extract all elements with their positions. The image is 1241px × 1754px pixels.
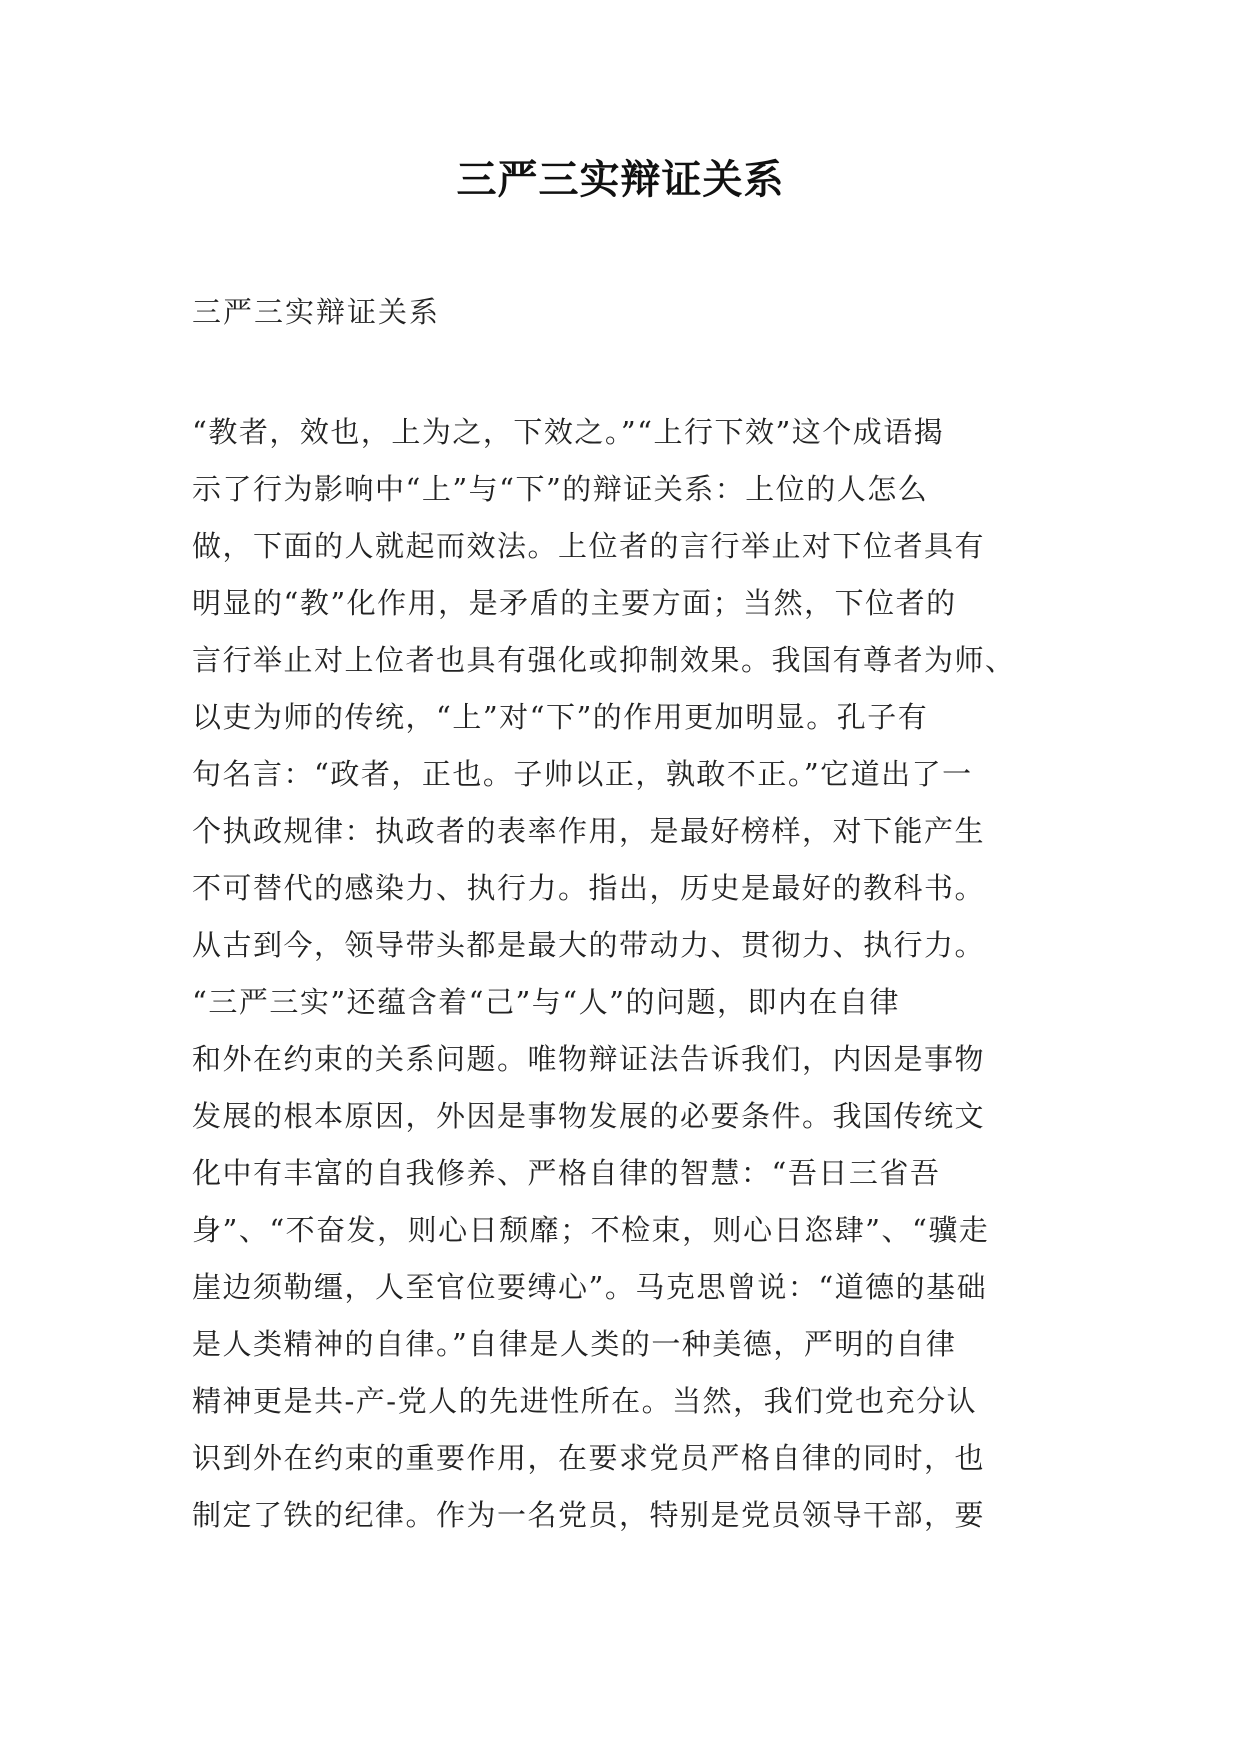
text-line: 制定了铁的纪律。作为一名党员，特别是党员领导干部，要 bbox=[192, 1498, 986, 1532]
text-line: 明显的“教”化作用，是矛盾的主要方面；当然，下位者的 bbox=[192, 586, 957, 620]
text-line: 识到外在约束的重要作用，在要求党员严格自律的同时，也 bbox=[192, 1441, 986, 1475]
body-paragraph bbox=[192, 404, 1052, 1544]
text-line: 精神更是共-产-党人的先进性所在。当然，我们党也充分认 bbox=[192, 1384, 978, 1418]
text-line: 和外在约束的关系问题。唯物辩证法告诉我们，内因是事物 bbox=[192, 1042, 986, 1076]
text-line: 不可替代的感染力、执行力。指出，历史是最好的教科书。 bbox=[192, 871, 986, 905]
text-line: 做，下面的人就起而效法。上位者的言行举止对下位者具有 bbox=[192, 529, 986, 563]
text-line: 崖边须勒缰，人至官位要缚心”。马克思曾说：“道德的基础 bbox=[192, 1270, 988, 1304]
text-line: 是人类精神的自律。”自律是人类的一种美德，严明的自律 bbox=[192, 1327, 957, 1361]
text-line: 言行举止对上位者也具有强化或抑制效果。我国有尊者为师、 bbox=[192, 643, 1016, 677]
text-line: 发展的根本原因，外因是事物发展的必要条件。我国传统文 bbox=[192, 1099, 986, 1133]
text-line: 从古到今，领导带头都是最大的带动力、贯彻力、执行力。 bbox=[192, 928, 986, 962]
text-line: 化中有丰富的自我修养、严格自律的智慧：“吾日三省吾 bbox=[192, 1156, 941, 1190]
text-line: 身”、“不奋发，则心日颓靡；不检束，则心日恣肆”、“骥走 bbox=[192, 1213, 990, 1247]
document-title: 三严三实辩证关系 bbox=[456, 156, 785, 203]
text-line: 以吏为师的传统，“上”对“下”的作用更加明显。孔子有 bbox=[192, 700, 929, 734]
text-line: 个执政规律：执政者的表率作用，是最好榜样，对下能产生 bbox=[192, 814, 986, 848]
document-subheading: 三严三实辩证关系 bbox=[192, 295, 441, 329]
text-line: “教者，效也，上为之，下效之。”“上行下效”这个成语揭 bbox=[192, 415, 945, 449]
text-line: “三严三实”还蕴含着“己”与“人”的问题，即内在自律 bbox=[192, 985, 900, 1019]
text-line: 示了行为影响中“上”与“下”的辩证关系：上位的人怎么 bbox=[192, 472, 929, 506]
text-line: 句名言：“政者，正也。子帅以正，孰敢不正。”它道出了一 bbox=[192, 757, 973, 791]
